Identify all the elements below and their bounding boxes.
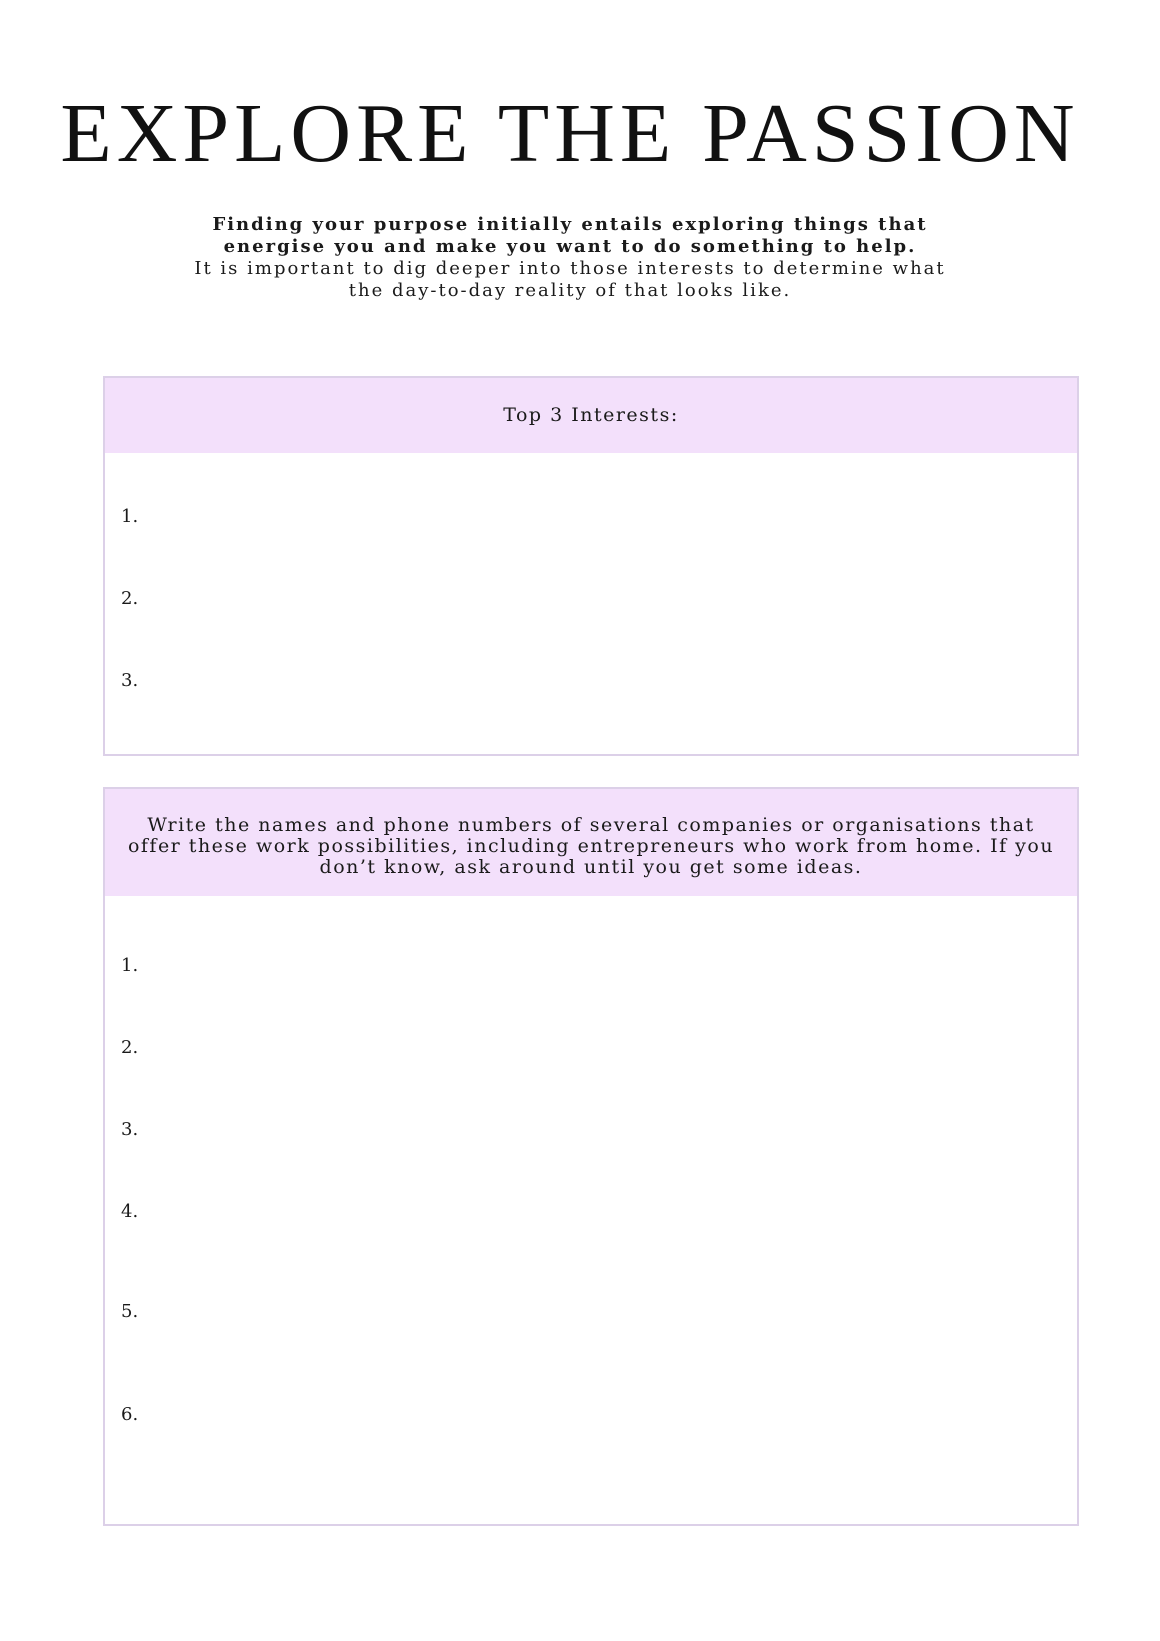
intro-line: It is important to dig deeper into those interests to determine what (194, 258, 946, 279)
interest-item-number: 1. (121, 506, 139, 527)
interest-item-number: 3. (121, 670, 139, 691)
company-item-number: 1. (121, 955, 139, 976)
company-item-number: 3. (121, 1119, 139, 1140)
interest-item-number: 2. (121, 588, 139, 609)
intro-line: the day-to-day reality of that looks like. (348, 280, 792, 301)
companies-header: Write the names and phone numbers of several companies or organisations that offer these work possibilities, including entrepreneurs who work from home. If you don’t know, ask around until you get some ideas. (105, 789, 1077, 896)
intro-text (120, 214, 1020, 302)
interests-card (103, 376, 1079, 756)
company-item-number: 4. (121, 1201, 139, 1222)
company-item-number: 6. (121, 1404, 139, 1425)
intro-bold-line: Finding your purpose initially entails exploring things that (212, 214, 928, 235)
company-item-number: 2. (121, 1037, 139, 1058)
companies-card (103, 787, 1079, 1526)
intro-bold-line: energise you and make you want to do something to help. (223, 236, 917, 257)
interests-header: Top 3 Interests: (105, 378, 1077, 453)
company-item-number: 5. (121, 1301, 139, 1322)
page-title: EXPLORE THE PASSION (60, 87, 1080, 180)
